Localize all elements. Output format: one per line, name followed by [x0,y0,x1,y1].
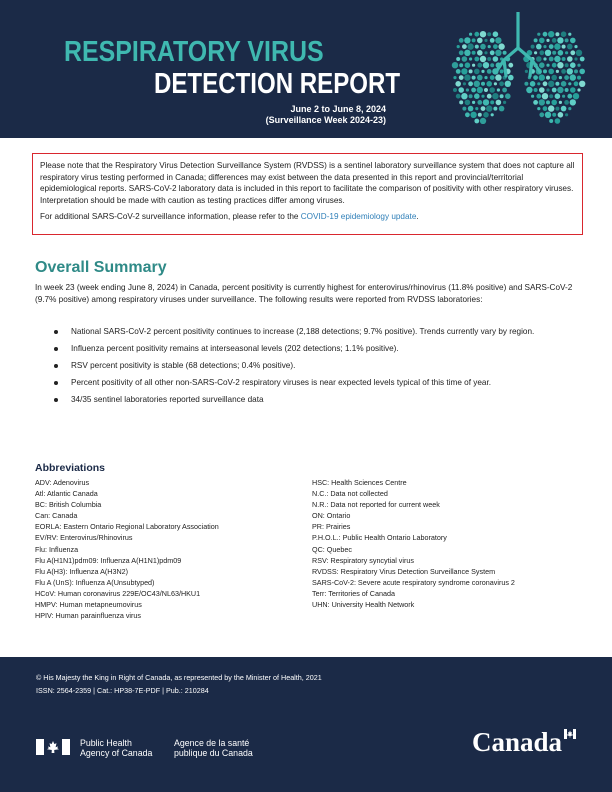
lung-dot [459,38,464,43]
lung-dot [548,105,554,111]
abbreviation-item: BC: British Columbia [35,500,102,510]
lung-dot [500,69,504,73]
lung-dot [463,82,466,85]
lung-dot [486,105,492,111]
lung-dot [469,57,472,60]
report-dates [266,104,386,126]
lung-dot [461,68,467,74]
lung-dot [475,107,478,110]
lung-dot [465,62,471,68]
lung-dot [505,81,511,87]
lung-dot [539,87,545,93]
lung-dot [505,93,511,99]
notice-link-prefix: For additional SARS-CoV-2 surveillance information, please refer to the [40,212,301,222]
lung-dot [456,69,461,74]
agency-fr-line: Agence de la santé [174,738,250,748]
canada-flag-icon [36,739,70,755]
agency-en-line: Public Health [80,738,132,748]
lung-dot [472,51,476,55]
lung-dot [574,81,579,86]
lung-dot [542,93,548,99]
agency-name-english [80,738,152,758]
lung-dot [524,82,528,86]
lung-dot [530,81,536,87]
lung-dot [531,95,534,98]
lung-dot [546,88,549,91]
lung-dot [464,74,470,80]
lung-dot [539,50,544,55]
lung-dot [477,38,483,44]
lung-dot [551,75,557,81]
abbreviation-item: Flu A (UnS): Influenza A(Unsubtyped) [35,577,155,587]
lung-dot [471,88,476,93]
abbreviation-item: Can: Canada [35,511,78,521]
lung-dot [526,87,532,93]
lung-dot [493,56,499,62]
lung-dot [474,57,479,62]
lung-dot [472,38,476,42]
report-title-line2: DETECTION REPORT [154,68,401,100]
copyright-block [36,672,322,697]
lung-dot [474,69,480,75]
lung-dot [474,81,480,87]
lung-dot [462,56,468,62]
lung-dot [570,50,575,55]
agency-fr-line: publique du Canada [174,748,253,758]
agency-name-french [174,738,253,758]
lung-dot [570,38,576,44]
lung-dot [556,70,559,73]
abbreviation-item: N.R.: Data not reported for current week [312,500,440,510]
summary-bullet: Percent positivity of all other non-SARS-CoV-2 respiratory viruses is near expected levels typical of this time of year. [50,377,580,389]
lung-dot [474,119,479,124]
lung-dot [539,62,545,68]
lung-dot [577,64,580,67]
lung-dot [543,106,548,111]
lung-dot [573,93,579,99]
abbreviation-item: Flu A(H1N1)pdm09: Influenza A(H1N1)pdm09 [35,555,182,565]
lung-dot [487,69,492,74]
lung-dot [543,45,546,48]
lung-dot [537,82,540,85]
lung-dot [561,81,567,87]
lung-dot [483,112,489,118]
lung-dot [480,118,486,124]
abbreviation-item: Flu A(H3): Influenza A(H3N2) [35,566,129,576]
lung-dot [552,38,557,43]
lung-dot [481,70,484,73]
abbreviation-item: EORLA: Eastern Ontario Regional Laboratory Association [35,522,219,532]
lung-dot [480,44,486,50]
lung-dot [562,57,566,61]
lung-dot [546,39,549,42]
lung-dot [558,112,564,118]
summary-intro: In week 23 (week ending June 8, 2024) in Canada, percent positivity is currently highest for enterovirus/rhinovirus (11.8% positive) and SARS-CoV-2 (9.7% positive) among respiratory viruses under surveillance. The following results were reported from RVDSS laboratories: [35,283,573,305]
lung-dot [464,50,470,56]
lung-dot [574,69,578,73]
lung-dot [543,57,546,60]
abbreviations-left-column [35,477,305,621]
lung-dot [548,81,554,87]
lung-dot [488,45,491,48]
lung-dot [474,32,479,37]
lung-dot [456,94,461,99]
lung-dot [495,37,501,43]
lung-dot [484,76,487,79]
abbreviation-item: ADV: Adenovirus [35,478,90,487]
lung-dot [490,50,495,55]
lung-dot [490,38,495,43]
lung-dot [537,107,540,110]
lung-dot [486,81,492,87]
lung-dot [457,45,460,48]
lung-dot [577,88,580,91]
lung-dot [568,107,571,110]
lung-dot [461,93,467,99]
abbreviation-item: RSV: Respiratory syncytial virus [312,555,414,565]
lung-dot [545,112,551,118]
report-footer [0,657,612,792]
lung-dot [480,56,486,62]
lung-dot [469,69,473,73]
lung-dot [549,94,553,98]
lung-dot [536,44,542,50]
copyright-text: © His Majesty the King in Right of Canada, as represented by the Minister of Health, 2021 [36,673,322,682]
lung-dot [453,88,457,92]
abbreviation-item: PR: Prairies [312,522,351,532]
lung-dot [568,33,571,36]
lung-dot [561,69,566,74]
lung-dot [580,57,585,62]
abbreviations-right-column [312,477,592,610]
lung-dot [555,82,559,86]
lung-dot [567,56,573,62]
lung-dot [495,50,501,56]
lung-dot [552,51,556,55]
lung-dot [469,33,472,36]
abbreviation-item: RVDSS: Respiratory Virus Detection Surveillance System [312,566,496,576]
lung-dot [487,94,492,99]
abbreviation-item: ON: Ontario [312,511,351,521]
lung-dot [477,50,483,56]
lung-dot [561,106,567,112]
lung-dot [459,75,464,80]
lung-dot [552,63,557,68]
lung-dot [534,88,538,92]
abbreviation-item: P.H.O.L.: Public Health Ontario Laboratory [312,533,447,543]
summary-bullet: 34/35 sentinel laboratories reported surveillance data [50,394,580,406]
lung-dot [552,88,557,93]
lung-dot [577,76,581,80]
lung-dot [539,38,545,44]
lung-dot [558,50,564,56]
lung-dot [574,57,577,60]
agency-en-line: Agency of Canada [80,748,153,758]
lung-dot [468,81,473,86]
lung-dot [539,74,545,80]
lung-dot [543,69,547,73]
summary-bullet: National SARS-CoV-2 percent positivity continues to increase (2,188 detections; 9.7% positive). Trends currently vary by region. [50,326,580,338]
lung-dot [475,45,479,49]
lung-dot [464,37,470,43]
lung-dot [465,112,470,117]
lung-dot [564,75,569,80]
lung-dot [493,107,497,111]
lung-dot [533,75,538,80]
lung-dot [470,112,476,118]
lung-dot [536,56,542,62]
abbreviation-item: QC: Quebec [312,544,352,554]
lung-dot [489,87,495,93]
lung-dot [546,100,550,104]
lung-dot [561,31,567,37]
lung-dot [555,32,559,36]
lung-dot [534,51,537,54]
lung-dot [491,113,494,116]
lung-dot [539,99,545,105]
lung-dot [551,100,557,106]
lung-dot [559,76,562,79]
lung-dot [570,74,576,80]
lung-dot [534,38,538,42]
lung-dot [484,88,488,92]
lung-dot [549,119,553,123]
lung-dot [494,82,497,85]
lung-dot [579,69,585,75]
lung-dot [498,43,504,49]
lung-dot [549,44,554,49]
lung-dot [562,45,566,49]
lung-dot [459,50,464,55]
lung-dot [483,62,489,68]
lung-dot [459,100,463,104]
abbreviation-item: EV/RV: Enterovirus/Rhinovirus [35,533,133,543]
summary-bullet: RSV percent positivity is stable (68 detections; 0.4% positive). [50,360,580,372]
abbreviation-item: HPIV: Human parainfluenza virus [35,611,141,621]
notice-paragraph: Please note that the Respiratory Virus Detection Surveillance System (RVDSS) is a sentinel laboratory surveillance system that does not capture all respiratory virus testing performed in Canada; differences may exist between the data presented in this report and provincial/territorial epidemiological reports. SARS-CoV-2 laboratory data is included in this report to facilitate the comparison of positivity with other respiratory viruses. Interpretation should be made with caution as testing practices differ among viruses. [40,161,575,205]
lung-dot [537,33,540,36]
report-title-line1: RESPIRATORY VIRUS [64,36,324,68]
lung-dot [452,62,458,68]
lung-dot [543,81,548,86]
lung-dot [474,93,480,99]
abbreviation-item: SARS-CoV-2: Severe acute respiratory syndrome coronavirus 2 [312,577,515,587]
lung-dot [495,74,501,80]
lung-dot [499,106,505,112]
notice-link-suffix: . [416,212,419,222]
lung-dot [477,100,482,105]
lung-dot [492,93,498,99]
abbreviation-item: Flu: Influenza [35,544,79,554]
lung-dot [533,100,538,105]
lung-dot [481,106,486,111]
lung-dot [557,87,563,93]
abbreviation-item: Terr: Territories of Canada [312,588,395,598]
lung-dot [502,88,507,93]
surveillance-week: (Surveillance Week 2024-23) [265,115,386,125]
lung-dot [555,107,559,111]
lung-dot [467,43,473,49]
lung-dot [490,63,494,67]
lung-dot [545,50,551,56]
bronchus-line [504,60,506,76]
lung-dot [548,31,554,37]
wordmark-flag-icon [564,729,576,739]
lung-dot [472,101,475,104]
lung-dot [453,76,456,79]
lung-dot [562,95,565,98]
lung-dot [555,93,561,99]
lung-dot [567,94,572,99]
lung-dot [503,51,507,55]
lung-dot [567,68,573,74]
lung-dot [503,101,506,104]
lung-dot [455,81,461,87]
lung-dot [458,87,464,93]
lung-dot [579,81,585,87]
lung-dot [493,44,498,49]
lung-dot [536,94,541,99]
lung-dot [548,69,554,75]
lung-dot [564,100,569,105]
abbreviation-item: HSC: Health Sciences Centre [312,478,407,487]
lungs-icon [448,12,588,124]
lung-dot [565,38,569,42]
abbreviation-item: HMPV: Human metapneumovirus [35,600,142,610]
lung-dot [481,82,485,86]
canada-wordmark: Canada [472,727,563,757]
abbreviation-item: Atl: Atlantic Canada [35,489,98,499]
summary-bullet: Influenza percent positivity remains at interseasonal levels (202 detections; 1.1% positive). [50,343,580,355]
lung-dot [557,62,563,68]
lung-dot [462,107,466,111]
lung-dot [554,56,560,62]
abbreviation-item: N.C.: Data not collected [312,489,388,499]
lung-dot [565,51,568,54]
notice-paragraph-link [40,211,575,223]
lung-dot [462,44,467,49]
lung-dot [478,113,482,117]
lung-dot [546,64,549,67]
disclaimer-notice [32,153,583,235]
lung-dot [456,57,460,61]
lung-dot [525,70,528,73]
lung-dot [496,100,502,106]
lung-dot [472,76,476,80]
lung-dot [466,88,469,91]
lung-dot [487,32,491,36]
lung-dot [576,50,582,56]
lung-dot [555,118,561,124]
lung-dot [477,87,483,93]
lung-dot [480,31,486,37]
lung-dot [493,31,499,37]
abbreviation-item: HCoV: Human coronavirus 229E/OC43/NL63/HKU1 [35,588,201,598]
lung-dot [497,88,500,91]
date-range: June 2 to June 8, 2024 [290,104,386,114]
lung-dot [472,64,475,67]
lung-dot [549,57,554,62]
lung-dot [570,62,576,68]
lung-dot [499,81,504,86]
lung-dot [531,45,535,49]
lung-dot [570,99,576,105]
lung-dot [508,75,514,81]
lung-dot [469,94,473,98]
report-header [0,0,612,138]
issn-text: ISSN: 2564-2359 | Cat.: HP38-7E-PDF | Pub.: 210284 [36,685,209,695]
lung-dot [465,100,471,106]
lung-dot [546,76,550,80]
lung-dot [477,63,482,68]
lung-dot [565,63,569,67]
lung-dot [543,32,548,37]
lung-dot [554,43,560,49]
lung-dot [539,112,544,117]
lung-dot [508,63,513,68]
lung-dot [490,75,495,80]
lung-dot [574,45,577,48]
bronchus-line [530,60,532,76]
lung-dot [567,44,573,50]
lung-dot [557,37,563,43]
lung-dot [500,94,504,98]
covid-epidemiology-link[interactable]: COVID-19 epidemiology update [300,212,417,222]
lung-dot [565,88,569,92]
summary-bullet-list [50,326,580,411]
lung-dot [484,39,487,42]
lung-dot [570,87,576,93]
lung-dot [477,75,483,81]
lung-dot [487,57,491,61]
abbreviation-item: UHN: University Health Network [312,600,415,610]
lung-dot [568,82,571,85]
lung-dot [481,95,484,98]
lung-dot [484,51,487,54]
lung-dot [490,100,494,104]
lung-dot [459,63,463,67]
lung-dot [483,99,489,105]
overall-summary-title: Overall Summary [35,259,167,276]
lung-dot [559,101,562,104]
lung-dot [468,106,474,112]
lung-dot [565,113,568,116]
lung-dot [552,113,556,117]
abbreviations-title: Abbreviations [35,462,106,474]
